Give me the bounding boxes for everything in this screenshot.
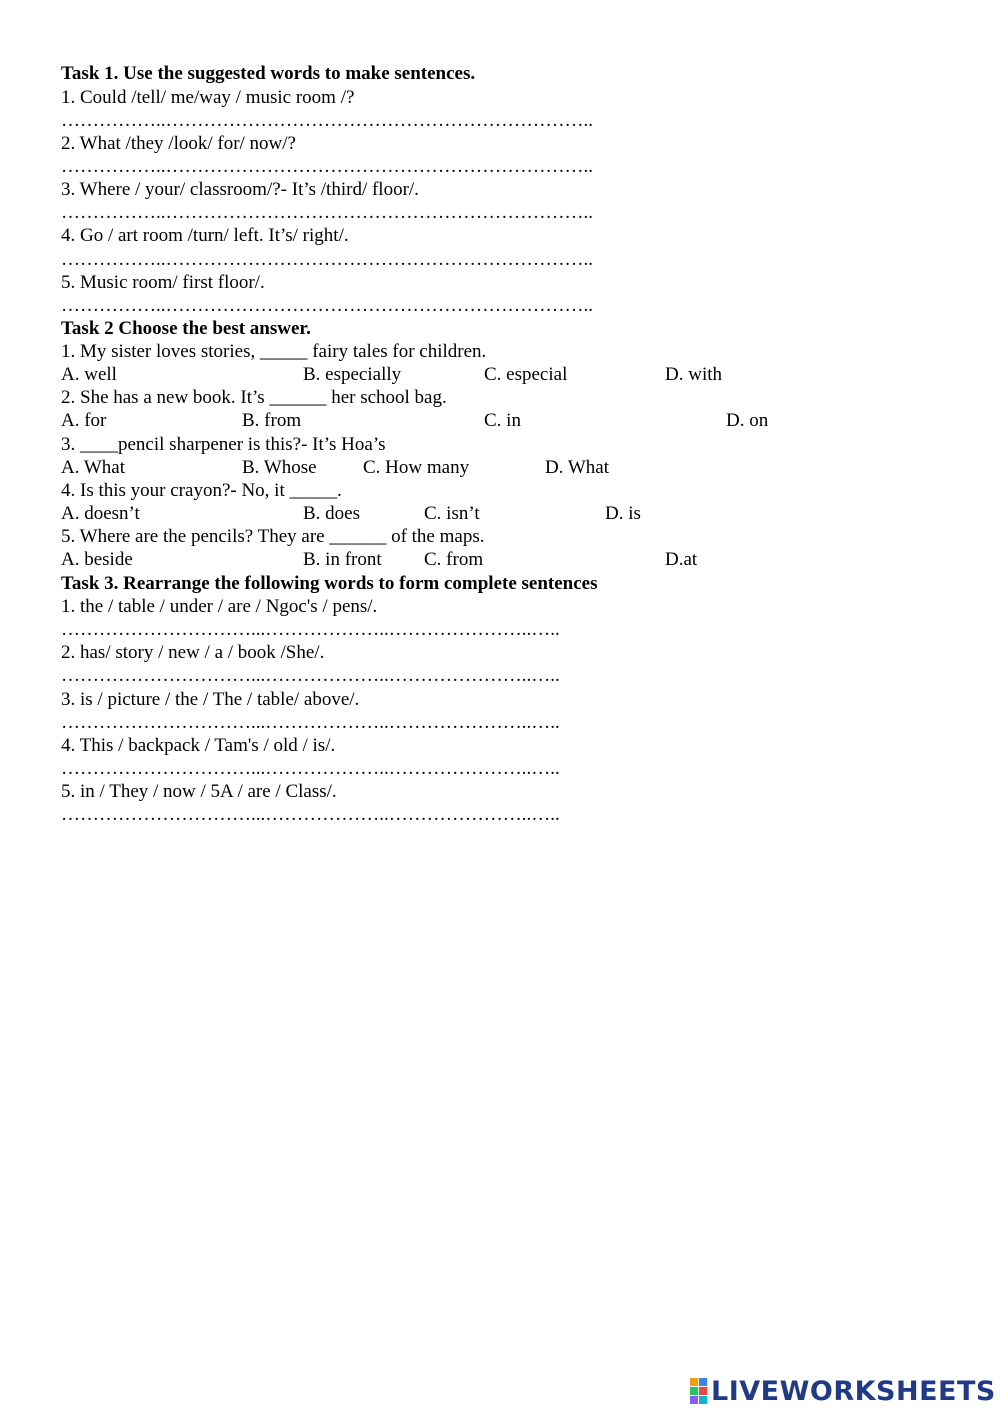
task1-item-1: 1. Could /tell/ me/way / music room /? — [61, 87, 355, 108]
task2-question-2: 2. She has a new book. It’s ______ her school bag. — [61, 387, 447, 408]
task2-q2-option-c[interactable]: C. in — [484, 410, 521, 431]
task2-q4-option-b[interactable]: B. does — [303, 503, 360, 524]
task2-question-4: 4. Is this your crayon?- No, it _____. — [61, 480, 342, 501]
task2-q2-option-b[interactable]: B. from — [242, 410, 302, 431]
task2-q1-option-a[interactable]: A. well — [61, 364, 117, 385]
task3-item-1: 1. the / table / under / are / Ngoc's / pens/. — [61, 596, 378, 617]
task3-answer-5[interactable]: …………………………...………………..…………………..….. — [61, 804, 560, 825]
task1-answer-4[interactable]: ……………..………………………………………………………….. — [61, 249, 593, 270]
task1-item-5: 5. Music room/ first floor/. — [61, 272, 265, 293]
task2-q5-option-b[interactable]: B. in front — [303, 549, 382, 570]
task3-answer-2[interactable]: …………………………...………………..…………………..….. — [61, 665, 560, 686]
task2-question-1: 1. My sister loves stories, _____ fairy tales for children. — [61, 341, 487, 362]
task2-q4-option-d[interactable]: D. is — [605, 503, 641, 524]
task2-q3-option-c[interactable]: C. How many — [363, 457, 470, 478]
task2-q3-option-d[interactable]: D. What — [545, 457, 610, 478]
task2-q5-option-d[interactable]: D.at — [665, 549, 698, 570]
task3-item-4: 4. This / backpack / Tam's / old / is/. — [61, 735, 336, 756]
task3-item-5: 5. in / They / now / 5A / are / Class/. — [61, 781, 337, 802]
task2-title: Task 2 Choose the best answer. — [61, 318, 311, 339]
liveworksheets-logo — [690, 1374, 996, 1408]
task1-answer-2[interactable]: ……………..………………………………………………………….. — [61, 156, 593, 177]
task2-q4-option-c[interactable]: C. isn’t — [424, 503, 480, 524]
task2-q1-option-b[interactable]: B. especially — [303, 364, 402, 385]
task1-answer-5[interactable]: ……………..………………………………………………………….. — [61, 295, 593, 316]
task2-question-5: 5. Where are the pencils? They are ______ of the maps. — [61, 526, 485, 547]
task3-answer-1[interactable]: …………………………...………………..…………………..….. — [61, 619, 560, 640]
task2-q3-option-a[interactable]: A. What — [61, 457, 126, 478]
task1-answer-3[interactable]: ……………..………………………………………………………….. — [61, 202, 593, 223]
task2-q1-option-d[interactable]: D. with — [665, 364, 722, 385]
liveworksheets-logo-icon — [690, 1378, 707, 1404]
task3-answer-4[interactable]: …………………………...………………..…………………..….. — [61, 758, 560, 779]
task3-item-3: 3. is / picture / the / The / table/ above/. — [61, 689, 360, 710]
task2-q5-option-a[interactable]: A. beside — [61, 549, 133, 570]
task1-item-2: 2. What /they /look/ for/ now/? — [61, 133, 296, 154]
task3-item-2: 2. has/ story / new / a / book /She/. — [61, 642, 325, 663]
task2-q2-option-d[interactable]: D. on — [726, 410, 769, 431]
task1-title: Task 1. Use the suggested words to make sentences. — [61, 63, 476, 84]
task2-question-3: 3. ____pencil sharpener is this?- It’s Hoa’s — [61, 434, 386, 455]
task2-q2-option-a[interactable]: A. for — [61, 410, 107, 431]
task2-q5-option-c[interactable]: C. from — [424, 549, 484, 570]
task1-item-4: 4. Go / art room /turn/ left. It’s/ right/. — [61, 225, 349, 246]
task1-answer-1[interactable]: ……………..………………………………………………………….. — [61, 110, 593, 131]
task1-item-3: 3. Where / your/ classroom/?- It’s /third/ floor/. — [61, 179, 419, 200]
task2-q4-option-a[interactable]: A. doesn’t — [61, 503, 140, 524]
task3-answer-3[interactable]: …………………………...………………..…………………..….. — [61, 712, 560, 733]
task3-title: Task 3. Rearrange the following words to form complete sentences — [61, 573, 598, 594]
task2-q1-option-c[interactable]: C. especial — [484, 364, 568, 385]
task2-q3-option-b[interactable]: B. Whose — [242, 457, 317, 478]
liveworksheets-logo-text: LIVEWORKSHEETS — [711, 1375, 996, 1407]
